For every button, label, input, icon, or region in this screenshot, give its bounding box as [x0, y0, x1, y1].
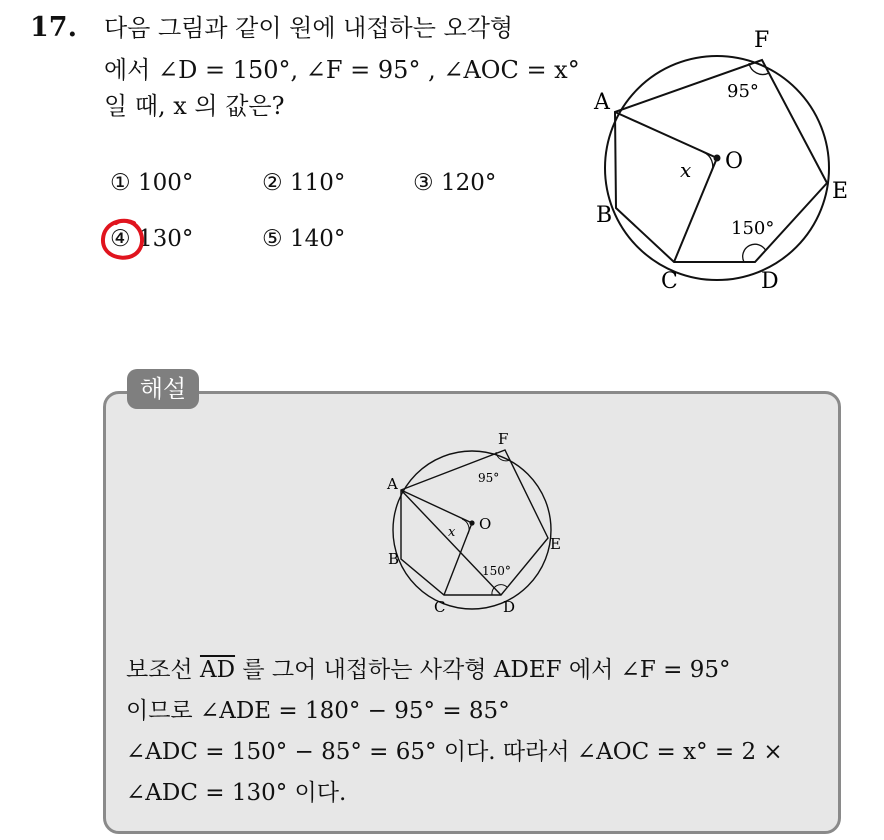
sol-label-x: x — [448, 525, 456, 540]
choice-value: 130° — [137, 226, 194, 252]
sol-label-f: F — [498, 430, 509, 448]
choice-3[interactable] — [413, 170, 496, 196]
label-o: O — [725, 149, 744, 174]
choice-5[interactable] — [262, 226, 345, 252]
label-e: E — [832, 179, 849, 204]
solution-tag: 해설 — [127, 369, 199, 409]
sol-label-angle-d: 150° — [482, 564, 511, 578]
choice-marker: ④ — [110, 226, 131, 252]
sol-label-c: C — [434, 598, 446, 616]
choice-1[interactable] — [110, 170, 193, 196]
choice-value: 120° — [440, 170, 497, 196]
label-a: A — [594, 90, 610, 115]
sol-label-e: E — [550, 535, 561, 553]
sol-label-o: O — [479, 515, 492, 533]
question-number: 17. — [30, 12, 77, 43]
label-d: D — [761, 269, 779, 294]
label-f: F — [754, 28, 770, 53]
pentagon-figure — [584, 18, 864, 298]
sol-label-b: B — [388, 550, 400, 568]
choice-marker: ③ — [413, 170, 434, 196]
choice-marker: ② — [262, 170, 283, 196]
solution-line2: 이므로 ∠ADE = 180° − 95° = 85° — [126, 698, 510, 724]
solution-line1-start: 보조선 — [126, 657, 193, 683]
label-angle-f: 95° — [727, 81, 759, 102]
question-text-line3: 일 때, x 의 값은? — [104, 92, 285, 120]
label-c: C — [661, 269, 678, 294]
choice-value: 100° — [137, 170, 194, 196]
solution-line4: ∠ADC = 130° 이다. — [126, 780, 347, 806]
choice-2[interactable] — [262, 170, 345, 196]
segment-ad: $\overline{AD}$ — [199, 657, 236, 683]
question-text-line1: 다음 그림과 같이 원에 내접하는 오각형 — [104, 14, 514, 42]
sol-label-angle-f: 95° — [478, 471, 500, 485]
solution-line1 — [126, 650, 731, 691]
answer-mark-icon — [98, 215, 150, 265]
choice-value: 140° — [289, 226, 346, 252]
solution-figure — [380, 428, 570, 620]
choice-marker: ① — [110, 170, 131, 196]
label-angle-d: 150° — [731, 218, 775, 239]
solution-line1-end: 를 그어 내접하는 사각형 ADEF 에서 ∠F = 95° — [242, 657, 731, 683]
label-x: x — [680, 158, 692, 182]
label-b: B — [596, 203, 613, 228]
sol-label-d: D — [503, 598, 516, 616]
choice-marker: ⑤ — [262, 226, 283, 252]
solution-line3: ∠ADC = 150° − 85° = 65° 이다. 따라서 ∠AOC = x° = 2 × — [126, 739, 783, 765]
choice-value: 110° — [289, 170, 346, 196]
question-text-line2: 에서 ∠D = 150°, ∠F = 95° , ∠AOC = x° — [104, 56, 580, 84]
sol-label-a: A — [387, 475, 398, 493]
